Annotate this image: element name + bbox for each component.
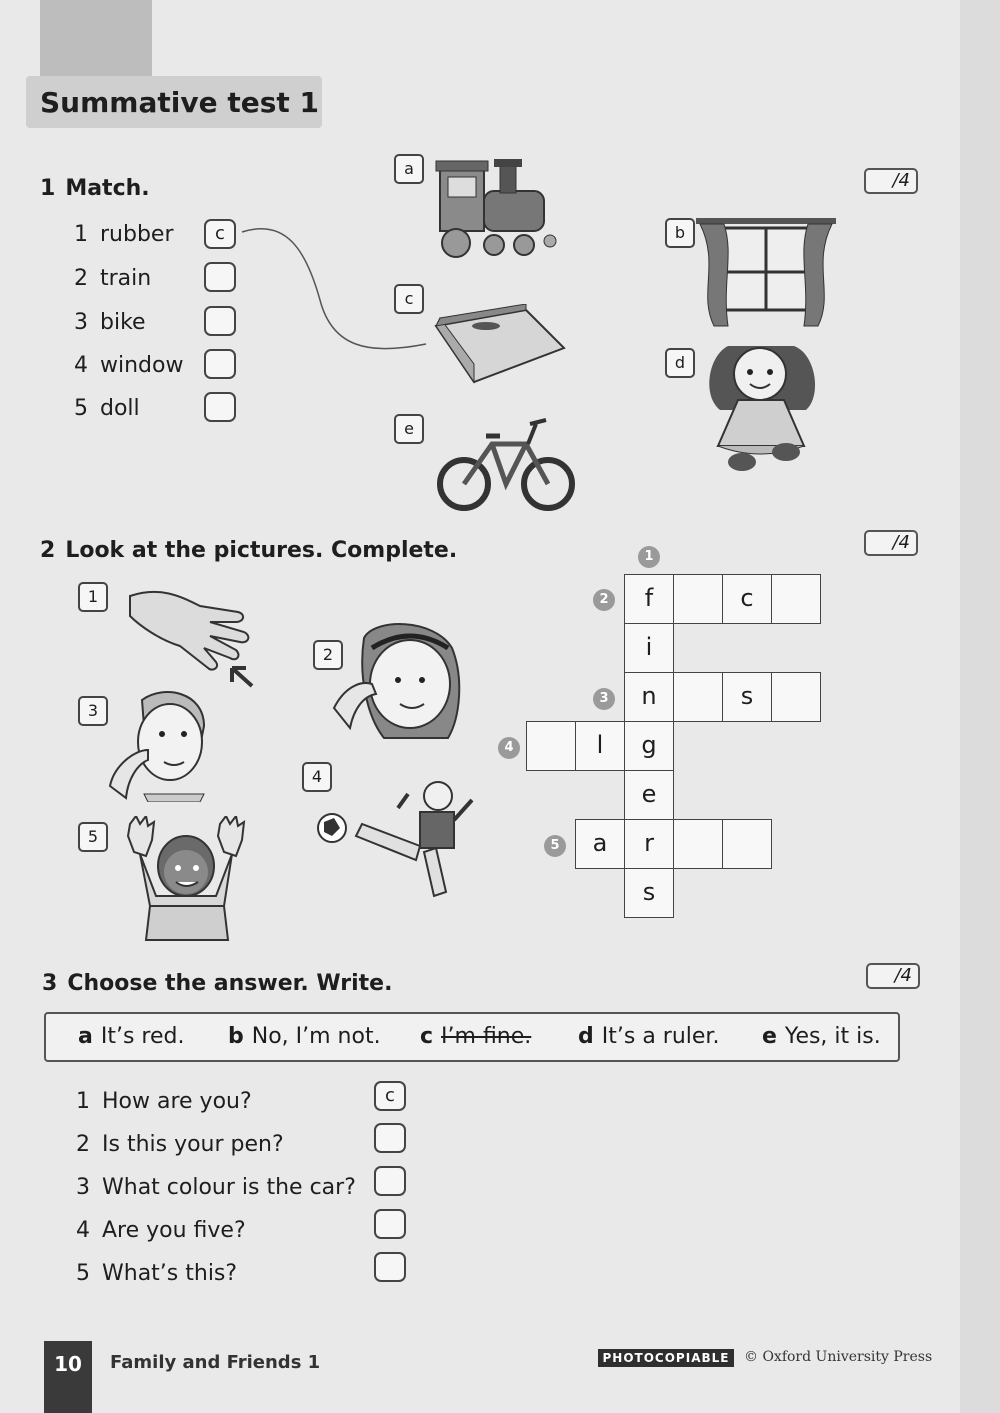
picture-label-d: d <box>665 348 695 378</box>
series-brand: Family and Friends 1 <box>110 1352 321 1373</box>
question-4 <box>76 1218 246 1243</box>
crossword-clue-5: 5 <box>544 835 566 857</box>
match-answer-box-4[interactable] <box>204 349 236 379</box>
option-b <box>228 1024 381 1049</box>
question-answer-box-5[interactable] <box>374 1252 406 1282</box>
option-letter: a <box>78 1024 93 1049</box>
crossword-cell[interactable] <box>673 672 723 722</box>
question-1 <box>76 1089 252 1114</box>
option-text-crossed-out: I’m fine. <box>441 1024 532 1049</box>
doll-illustration <box>698 336 828 476</box>
match-item-number: 4 <box>74 353 88 378</box>
page-number: 10 <box>44 1341 92 1413</box>
section-2-number: 2 <box>40 538 56 563</box>
question-answer-box-3[interactable] <box>374 1166 406 1196</box>
question-number: 1 <box>76 1089 90 1114</box>
match-answer-box-2[interactable] <box>204 262 236 292</box>
question-text: What’s this? <box>102 1261 238 1286</box>
match-answer-box-1[interactable]: c <box>204 219 236 249</box>
match-item-word: train <box>100 266 152 291</box>
section-2-heading <box>40 538 457 563</box>
picture-label-5: 5 <box>78 822 108 852</box>
question-number: 4 <box>76 1218 90 1243</box>
section-2-score: /4 <box>864 530 918 556</box>
option-a <box>78 1024 184 1049</box>
crossword-cell[interactable] <box>771 672 821 722</box>
section-2-instruction: Look at the pictures. Complete. <box>65 538 458 563</box>
match-item-word: window <box>100 353 184 378</box>
crossword-cell[interactable]: n <box>624 672 674 722</box>
match-item-number: 2 <box>74 266 88 291</box>
window-illustration <box>694 214 840 334</box>
page-title: Summative test 1 <box>40 86 319 119</box>
crossword-cell[interactable] <box>526 721 576 771</box>
picture-label-e: e <box>394 414 424 444</box>
picture-label-c: c <box>394 284 424 314</box>
crossword-clue-3: 3 <box>593 688 615 710</box>
section-1-score: /4 <box>864 168 918 194</box>
section-3-instruction: Choose the answer. Write. <box>67 971 393 996</box>
match-item-2 <box>74 266 151 291</box>
picture-label-1: 1 <box>78 582 108 612</box>
crossword-cell[interactable]: g <box>624 721 674 771</box>
question-number: 3 <box>76 1175 90 1200</box>
question-5 <box>76 1261 237 1286</box>
picture-label-2: 2 <box>313 640 343 670</box>
match-item-5 <box>74 396 140 421</box>
publisher-credit: © Oxford University Press <box>744 1349 933 1365</box>
match-item-3 <box>74 310 146 335</box>
boy-nose-illustration <box>104 686 214 802</box>
question-answer-box-4[interactable] <box>374 1209 406 1239</box>
match-item-word: rubber <box>100 222 174 247</box>
match-item-number: 5 <box>74 396 88 421</box>
crossword-clue-4: 4 <box>498 737 520 759</box>
hand-illustration <box>120 576 260 688</box>
question-answer-box-1[interactable]: c <box>374 1081 406 1111</box>
crossword-cell[interactable]: l <box>575 721 625 771</box>
train-illustration <box>432 155 562 265</box>
question-text: Are you five? <box>102 1218 246 1243</box>
option-c <box>420 1024 531 1049</box>
option-letter: d <box>578 1024 594 1049</box>
photocopiable-label: PHOTOCOPIABLE <box>598 1349 734 1367</box>
section-1-instruction: Match. <box>65 176 150 201</box>
crossword-cell[interactable]: e <box>624 770 674 820</box>
crossword-clue-2: 2 <box>593 589 615 611</box>
question-text: Is this your pen? <box>102 1132 284 1157</box>
match-item-number: 3 <box>74 310 88 335</box>
crossword-clue-1: 1 <box>638 546 660 568</box>
picture-label-3: 3 <box>78 696 108 726</box>
crossword-cell[interactable] <box>771 574 821 624</box>
match-answer-box-3[interactable] <box>204 306 236 336</box>
picture-label-4: 4 <box>302 762 332 792</box>
bike-illustration <box>436 414 578 514</box>
crossword-cell[interactable]: s <box>722 672 772 722</box>
question-number: 5 <box>76 1261 90 1286</box>
girl-ear-illustration <box>324 618 466 746</box>
option-letter: c <box>420 1024 434 1049</box>
crossword-cell[interactable]: i <box>624 623 674 673</box>
crossword-cell[interactable]: c <box>722 574 772 624</box>
crossword-cell[interactable]: r <box>624 819 674 869</box>
option-text: It’s red. <box>100 1024 185 1049</box>
match-answer-box-5[interactable] <box>204 392 236 422</box>
section-1-heading <box>40 176 150 201</box>
crossword-cell[interactable] <box>722 819 772 869</box>
match-item-word: bike <box>100 310 146 335</box>
question-number: 2 <box>76 1132 90 1157</box>
picture-label-a: a <box>394 154 424 184</box>
rubber-illustration <box>430 304 570 388</box>
match-item-word: doll <box>100 396 140 421</box>
crossword-cell[interactable] <box>673 574 723 624</box>
section-3-score: /4 <box>866 963 920 989</box>
question-3 <box>76 1175 356 1200</box>
crossword-cell[interactable]: f <box>624 574 674 624</box>
crossword-cell[interactable]: a <box>575 819 625 869</box>
option-text: No, I’m not. <box>251 1024 381 1049</box>
boy-leg-illustration <box>316 780 482 904</box>
match-item-1 <box>74 222 174 247</box>
option-letter: b <box>228 1024 244 1049</box>
section-3-number: 3 <box>42 971 58 996</box>
page-edge-shadow <box>960 0 1000 1413</box>
section-3-heading <box>42 971 392 996</box>
crossword-cell[interactable]: s <box>624 868 674 918</box>
section-1-number: 1 <box>40 176 56 201</box>
option-letter: e <box>762 1024 777 1049</box>
option-text: Yes, it is. <box>784 1024 881 1049</box>
question-answer-box-2[interactable] <box>374 1123 406 1153</box>
picture-label-b: b <box>665 218 695 248</box>
match-item-4 <box>74 353 183 378</box>
crossword-cell[interactable] <box>673 819 723 869</box>
option-text: It’s a ruler. <box>601 1024 720 1049</box>
question-2 <box>76 1132 284 1157</box>
question-text: What colour is the car? <box>102 1175 356 1200</box>
match-item-number: 1 <box>74 222 88 247</box>
boy-hands-illustration <box>120 816 262 942</box>
option-d <box>578 1024 719 1049</box>
question-text: How are you? <box>102 1089 252 1114</box>
option-e <box>762 1024 881 1049</box>
